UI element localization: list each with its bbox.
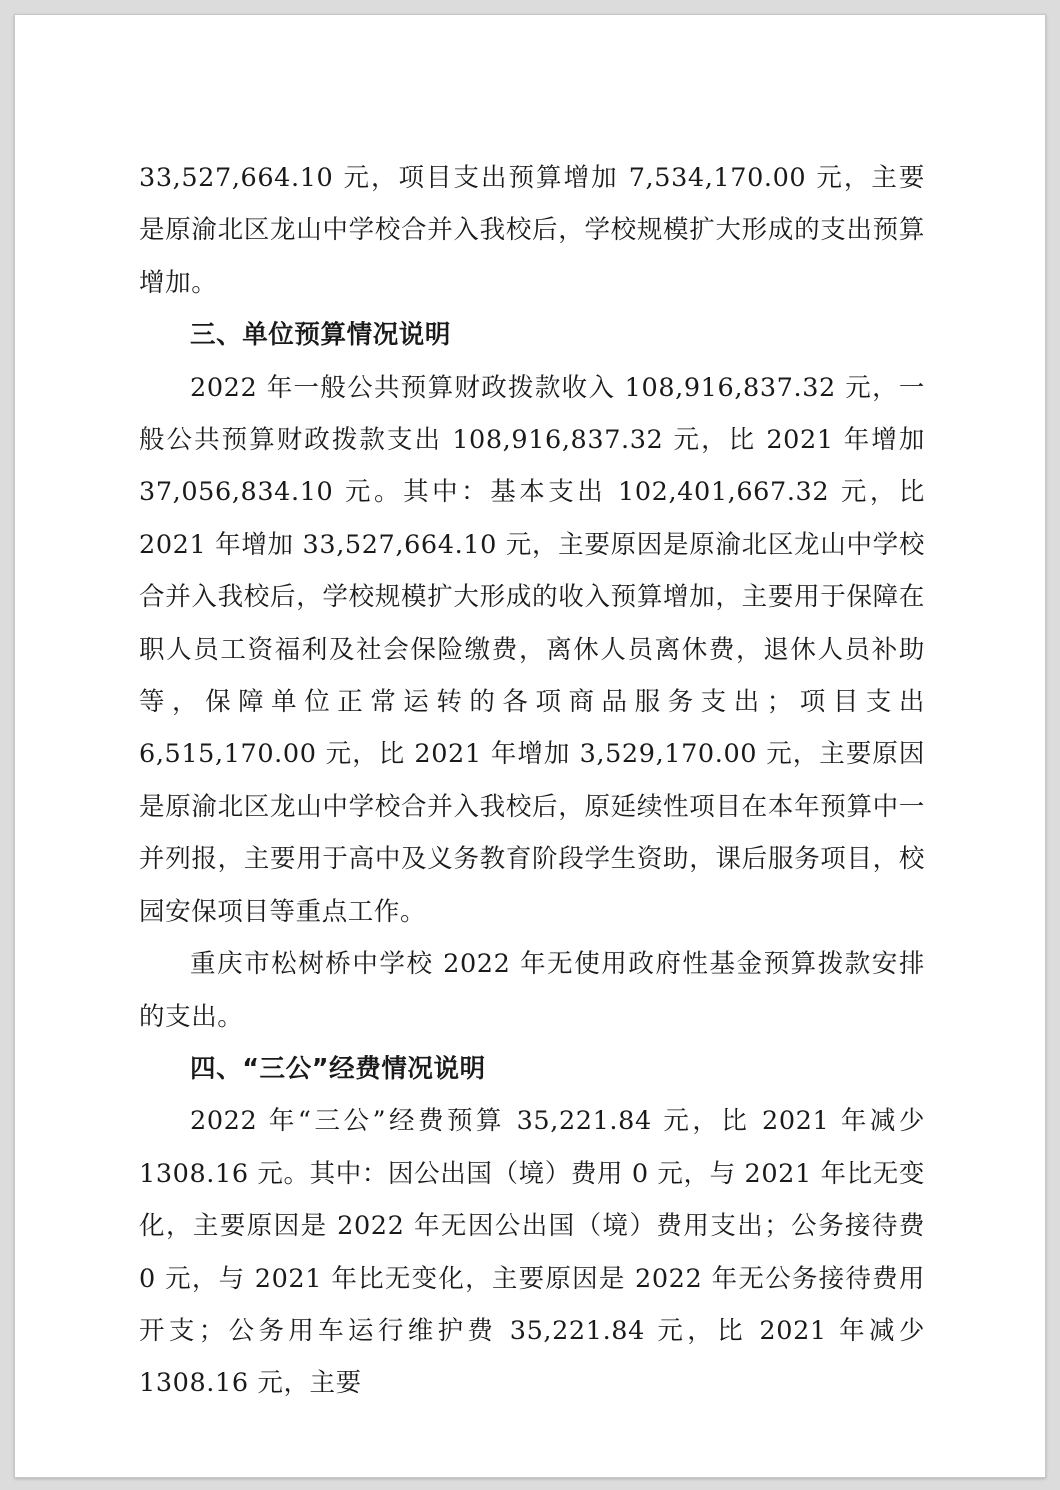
- paragraph-government-fund: 重庆市松树桥中学校 2022 年无使用政府性基金预算拨款安排的支出。: [139, 949, 925, 1032]
- section-heading-unit-budget: 三、单位预算情况说明: [190, 320, 452, 351]
- document-body: [139, 152, 925, 1410]
- document-page: [14, 14, 1046, 1478]
- section-heading-three-public-expenses: 四、“三公”经费情况说明: [190, 1053, 486, 1084]
- paragraph-three-public-expenses: 2022 年“三公”经费预算 35,221.84 元，比 2021 年减少 1308.16 元。其中：因公出国（境）费用 0 元，与 2021 年比无变化，主要原因是 2022 年无因公出国（境）费用支出；公务接待费 0 元，与 2021 年比无变化，主要原因是 2022 年无公务接待费用开支；公务用车运行维护费 35,221.84 元，比 2021 年减少 1308.16 元，主要: [139, 1106, 925, 1399]
- paragraph-general-budget: 2022 年一般公共预算财政拨款收入 108,916,837.32 元，一般公共预算财政拨款支出 108,916,837.32 元，比 2021 年增加 37,056,834.10 元。其中：基本支出 102,401,667.32 元，比 2021 年增加 33,527,664.10 元，主要原因是原渝北区龙山中学校合并入我校后，学校规模扩大形成的收入预算增加，主要用于保障在职人员工资福利及社会保险缴费，离休人员离休费，退休人员补助等，保障单位正常运转的各项商品服务支出；项目支出 6,515,170.00 元，比 2021 年增加 3,529,170.00 元，主要原因是原渝北区龙山中学校合并入我校后，原延续性项目在本年预算中一并列报，主要用于高中及义务教育阶段学生资助，课后服务项目，校园安保项目等重点工作。: [139, 372, 925, 927]
- paragraph-continuation: 33,527,664.10 元，项目支出预算增加 7,534,170.00 元，主要是原渝北区龙山中学校合并入我校后，学校规模扩大形成的支出预算增加。: [139, 163, 925, 298]
